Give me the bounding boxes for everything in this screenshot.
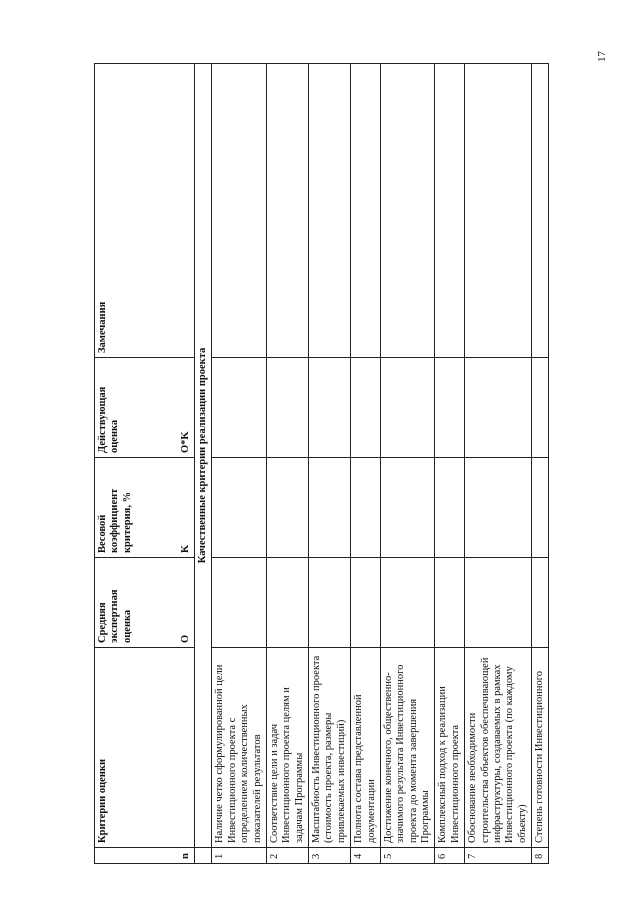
row-notes-cell [212, 64, 267, 358]
row-notes-cell [309, 64, 351, 358]
row-criterion: Степень готовности Инвестиционного [532, 648, 549, 848]
section-title: Качественные критерии реализации проекта [195, 64, 212, 848]
row-number: 2 [266, 848, 308, 864]
row-current-cell [266, 358, 308, 458]
row-number: 8 [532, 848, 549, 864]
row-number: 5 [380, 848, 435, 864]
row-weight-cell [465, 458, 532, 558]
row-weight-cell [351, 458, 381, 558]
row-criterion: Масштабность Инвестиционного проекта (стоимость проекта, размеры привлекаемых инвестиций) [309, 648, 351, 848]
section-row [195, 64, 212, 864]
row-weight-cell [380, 458, 435, 558]
table-row [309, 64, 351, 864]
header-weight-label: Весовой коэффициент критерия, % [97, 488, 133, 553]
row-avg-cell [465, 558, 532, 648]
row-criterion: Достижение конечного, общественно-значимого результата Инвестиционного проекта до момента завершения Программы [380, 648, 435, 848]
table-row [532, 64, 549, 864]
row-avg-cell [309, 558, 351, 648]
row-weight-cell [266, 458, 308, 558]
row-number: 6 [435, 848, 465, 864]
row-avg-cell [380, 558, 435, 648]
row-criterion: Обоснование необходимости строительства объектов обеспечивающей инфраструктуры, создаваемых в рамках Инвестиционного проекта (по каждому объекту) [465, 648, 532, 848]
row-avg-cell [266, 558, 308, 648]
table-row [380, 64, 435, 864]
row-avg-cell [212, 558, 267, 648]
header-weight [95, 458, 195, 558]
row-criterion: Наличие четко сформулированной цели Инвестиционного проекта с определением количественных показателей результатов [212, 648, 267, 848]
row-weight-cell [532, 458, 549, 558]
table-row [351, 64, 381, 864]
header-avg-label: Средняя экспертная оценка [97, 589, 133, 643]
header-row [95, 64, 195, 864]
header-avg-symbol: O [179, 634, 191, 643]
table-row [465, 64, 532, 864]
row-current-cell [465, 358, 532, 458]
row-weight-cell [212, 458, 267, 558]
row-notes-cell [532, 64, 549, 358]
row-avg-cell [351, 558, 381, 648]
row-criterion: Полнота состава представленной документации [351, 648, 381, 848]
header-num-symbol: n [179, 853, 191, 859]
header-notes: Замечания [95, 64, 195, 358]
row-number: 3 [309, 848, 351, 864]
row-current-cell [309, 358, 351, 458]
row-criterion: Соответствие цели и задач Инвестиционного проекта целям и задачам Программы [266, 648, 308, 848]
header-weight-symbol: K [179, 544, 191, 553]
row-notes-cell [380, 64, 435, 358]
row-weight-cell [435, 458, 465, 558]
row-weight-cell [309, 458, 351, 558]
row-current-cell [532, 358, 549, 458]
header-num [95, 848, 195, 864]
header-current-label: Действующая оценка [97, 386, 121, 453]
header-criteria: Критерии оценки [95, 648, 195, 848]
header-avg [95, 558, 195, 648]
table-body [212, 64, 549, 864]
row-current-cell [351, 358, 381, 458]
page-number: 17 [596, 51, 608, 62]
row-criterion: Комплексный подход к реализации Инвестиционного проекта [435, 648, 465, 848]
row-notes-cell [266, 64, 308, 358]
row-number: 7 [465, 848, 532, 864]
header-current-symbol: O*K [179, 431, 191, 453]
row-number: 1 [212, 848, 267, 864]
row-avg-cell [532, 558, 549, 648]
row-number: 4 [351, 848, 381, 864]
row-current-cell [212, 358, 267, 458]
row-notes-cell [465, 64, 532, 358]
row-notes-cell [351, 64, 381, 358]
table-row [435, 64, 465, 864]
row-current-cell [380, 358, 435, 458]
table-row [212, 64, 267, 864]
row-avg-cell [435, 558, 465, 648]
row-current-cell [435, 358, 465, 458]
header-current [95, 358, 195, 458]
row-notes-cell [435, 64, 465, 358]
rotated-table-sheet [94, 64, 594, 864]
evaluation-table [94, 63, 549, 864]
table-row [266, 64, 308, 864]
